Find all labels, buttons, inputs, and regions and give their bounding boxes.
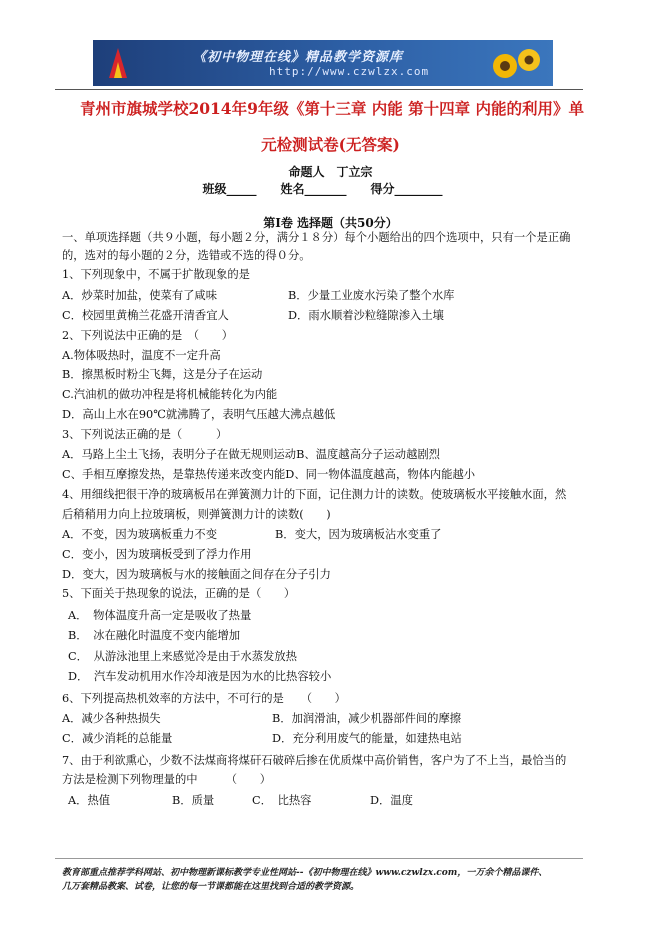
- question-5-option-a: A． 物体温度升高一定是吸收了热量: [68, 609, 252, 622]
- header-divider: [55, 89, 583, 90]
- logo-icon: [105, 46, 131, 80]
- question-7-option-c: C． 比热容: [252, 794, 312, 807]
- question-5-option-d: D． 汽车发动机用水作冷却液是因为水的比热容较小: [68, 670, 332, 683]
- question-6-option-a: A．减少各种热损失: [62, 712, 161, 725]
- question-1-stem: 1、下列现象中，不属于扩散现象的是: [62, 268, 250, 281]
- question-4-option-b: B．变大，因为玻璃板沾水变重了: [275, 528, 442, 541]
- intro-line-1: 一、单项选择题（共９小题，每小题２分，满分１８分）每个小题给出的四个选项中，只有一个是正确: [62, 231, 571, 244]
- page-title-line-1: 青州市旗城学校2014年9年级《第十三章 内能 第十四章 内能的利用》单: [79, 99, 585, 118]
- question-6-option-d: D．充分利用废气的能量，如建热电站: [272, 732, 462, 745]
- question-7-stem-2: 方法是检测下列物理量的中 （ ）: [62, 773, 271, 786]
- question-5-option-b: B． 冰在融化时温度不变内能增加: [68, 629, 241, 642]
- question-7-option-d: D．温度: [370, 794, 413, 807]
- question-6-stem: 6、下列提高热机效率的方法中，不可行的是 （ ）: [62, 692, 346, 705]
- question-6-option-b: B．加润滑油，减少机器部件间的摩擦: [272, 712, 462, 725]
- question-4-option-d: D．变大，因为玻璃板与水的接触面之间存在分子引力: [62, 568, 331, 581]
- question-2-option-a: A.物体吸热时，温度不一定升高: [62, 349, 221, 362]
- question-3-options-ab: A．马路上尘土飞扬，表明分子在做无规则运动B、温度越高分子运动越剧烈: [62, 448, 440, 461]
- question-6-option-c: C．减少消耗的总能量: [62, 732, 173, 745]
- question-5-option-c: C． 从游泳池里上来感觉冷是由于水蒸发放热: [68, 650, 297, 663]
- question-4-option-a: A．不变，因为玻璃板重力不变: [62, 528, 218, 541]
- question-2-option-d: D．高山上水在90℃就沸腾了，表明气压越大沸点越低: [62, 408, 336, 421]
- page-title-line-2: 元检测试卷(无答案): [261, 135, 400, 154]
- question-5-stem: 5、下面关于热现象的说法，正确的是（ ）: [62, 587, 296, 600]
- question-1-option-d: D．雨水顺着沙粒缝隙渗入土壤: [288, 309, 444, 322]
- author-line: 命题人 丁立宗: [288, 165, 373, 179]
- question-1-option-c: C．校园里黄桷兰花盛开清香宜人: [62, 309, 229, 322]
- question-1-option-b: B．少量工业废水污染了整个水库: [288, 289, 455, 302]
- question-4-stem-2: 后稍稍用力向上拉玻璃板，则弹簧测力计的读数( ): [62, 508, 331, 521]
- footer-line-1: 教育部重点推荐学科网站、初中物理新课标教学专业性网站--《初中物理在线》www.czwlzx.com，一万余个精品课件、: [62, 868, 548, 878]
- question-4-stem-1: 4、用细线把很干净的玻璃板吊在弹簧测力计的下面，记住测力计的读数。使玻璃板水平接触水面，然: [62, 488, 567, 501]
- section-title: 第Ⅰ卷 选择题（共50分）: [263, 216, 398, 230]
- banner-url: http://www.czwlzx.com: [269, 65, 430, 78]
- question-3-options-cd: C、手相互摩擦发热，是靠热传递来改变内能D、同一物体温度越高，物体内能越小: [62, 468, 476, 481]
- question-2-stem: 2、下列说法中正确的是 （ ）: [62, 329, 233, 342]
- sunflower-icon: [485, 44, 547, 84]
- question-2-option-b: B．擦黑板时粉尘飞舞，这是分子在运动: [62, 368, 263, 381]
- question-4-option-c: C．变小，因为玻璃板受到了浮力作用: [62, 548, 252, 561]
- question-3-stem: 3、下列说法正确的是（ ）: [62, 428, 228, 441]
- footer-divider: [55, 858, 583, 859]
- question-7-option-a: A．热值: [68, 794, 111, 807]
- intro-line-2: 的，选对的每小题的２分，选错或不选的得０分。: [62, 249, 311, 262]
- question-7-option-b: B．质量: [172, 794, 215, 807]
- header-banner: [93, 40, 553, 86]
- question-7-stem-1: 7、由于利欲熏心，少数不法煤商将煤矸石破碎后掺在优质煤中高价销售，客户为了不上当，最恰当的: [62, 754, 567, 767]
- question-2-option-c: C.汽油机的做功冲程是将机械能转化为内能: [62, 388, 278, 401]
- question-1-option-a: A．炒菜时加盐，使菜有了咸味: [62, 289, 218, 302]
- student-fields: 班级_____ 姓名_______ 得分________: [202, 182, 443, 196]
- banner-title: 《初中物理在线》精品教学资源库: [193, 50, 404, 65]
- footer-line-2: 几万套精品教案、试卷，让您的每一节课都能在这里找到合适的教学资源。: [62, 882, 360, 892]
